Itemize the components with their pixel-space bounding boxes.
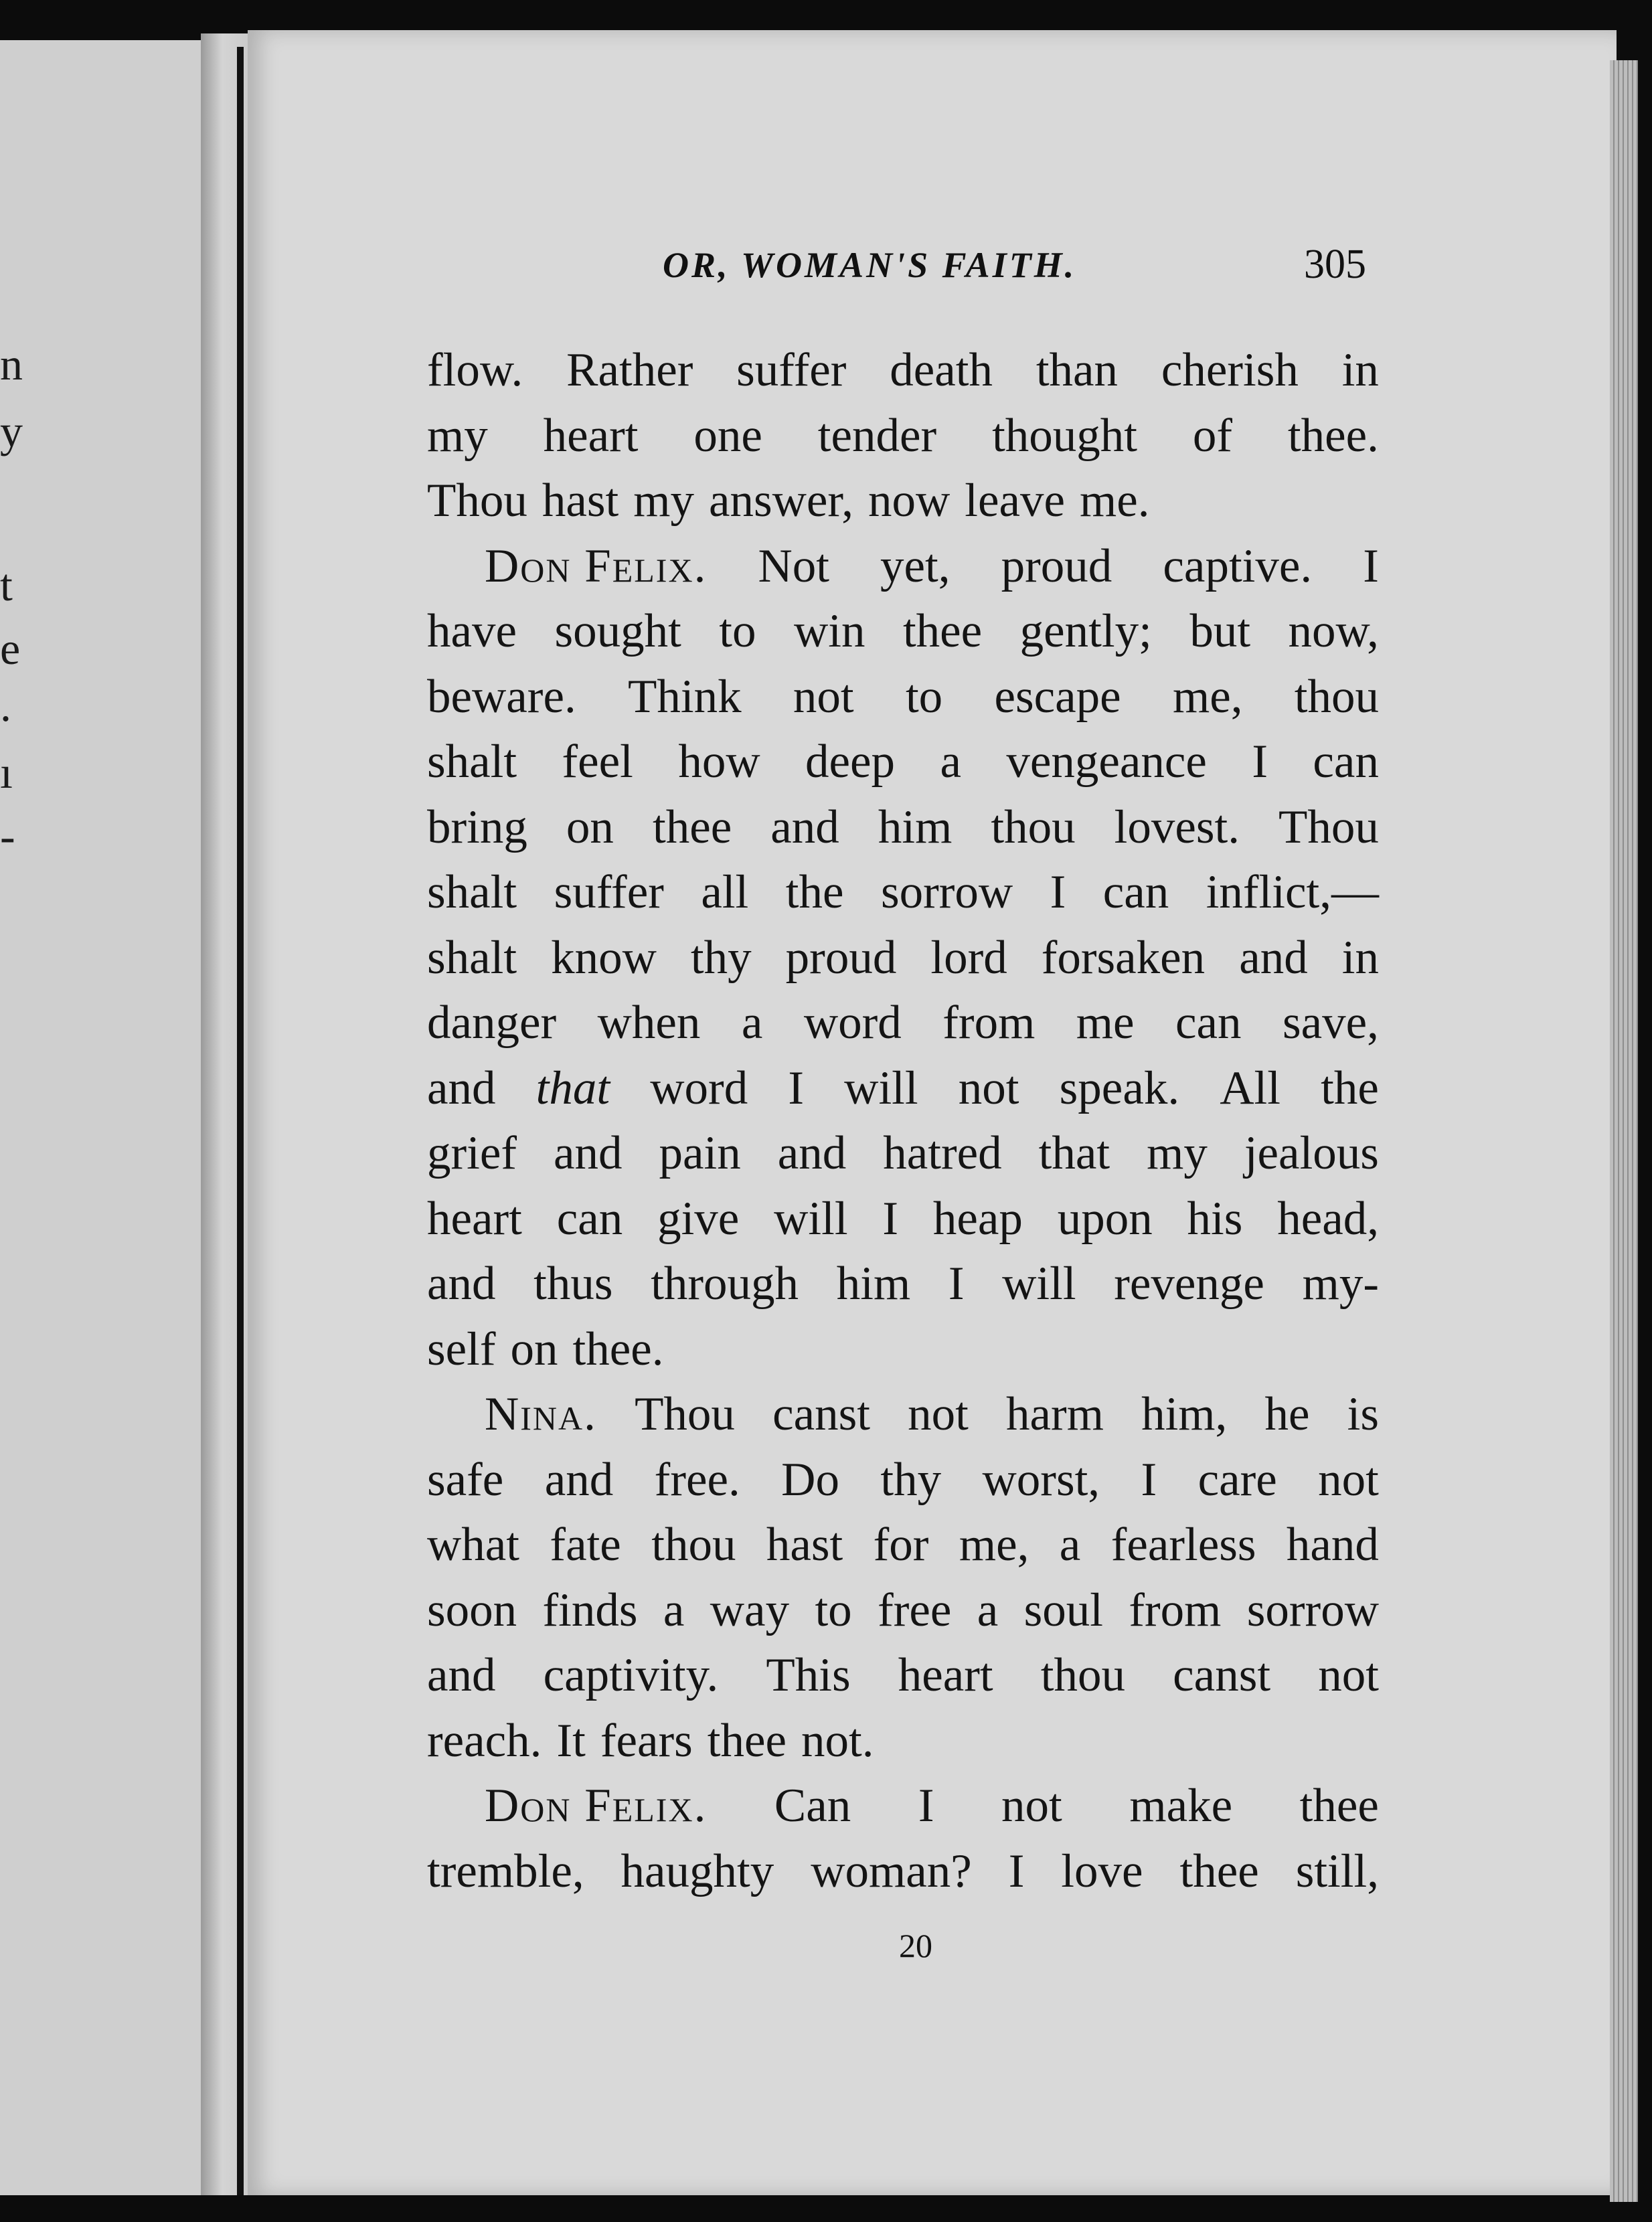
running-head: OR, WOMAN'S FAITH.	[663, 245, 1077, 285]
word: Do	[781, 1453, 839, 1506]
word: thee	[1299, 1780, 1379, 1832]
word: thee	[902, 605, 983, 657]
word: thee	[1179, 1845, 1259, 1897]
word: This	[766, 1649, 851, 1701]
word: now	[868, 475, 951, 527]
text-line	[427, 534, 1379, 600]
word: hatred	[883, 1127, 1002, 1179]
word: Rather	[566, 344, 693, 396]
word: hast	[766, 1519, 843, 1571]
word: a	[1059, 1519, 1081, 1571]
word: cherish	[1161, 344, 1299, 396]
word: escape	[994, 670, 1121, 723]
word: way	[710, 1584, 790, 1636]
word: and	[544, 1453, 614, 1506]
word: shalt	[427, 931, 517, 984]
page-stack-edge	[1610, 60, 1638, 2202]
word: head,	[1277, 1192, 1379, 1245]
word: will	[774, 1192, 848, 1245]
word: I	[918, 1780, 934, 1832]
word: and	[770, 800, 839, 853]
word: him	[836, 1258, 911, 1310]
word: thou	[651, 1519, 736, 1571]
text-line	[427, 1056, 1379, 1122]
word: heap	[932, 1192, 1023, 1245]
word: one	[693, 409, 762, 462]
word: but	[1189, 605, 1251, 657]
word: death	[890, 344, 993, 396]
word: to	[815, 1584, 852, 1636]
word: my-	[1302, 1258, 1379, 1310]
word: through	[651, 1258, 799, 1310]
word: in	[1341, 931, 1379, 984]
word: Can	[774, 1780, 851, 1832]
word: proud	[785, 931, 897, 984]
text-line	[427, 1448, 1379, 1513]
text-line	[427, 468, 1379, 534]
text-line	[427, 404, 1379, 469]
word: not	[1318, 1453, 1379, 1506]
text-line	[427, 1709, 1379, 1774]
word: fate	[550, 1519, 621, 1571]
word: soon	[427, 1584, 517, 1636]
word: proud	[1001, 539, 1112, 592]
word: can	[1175, 997, 1242, 1049]
word: hand	[1286, 1519, 1379, 1571]
word: captive.	[1163, 539, 1313, 592]
left-fragment: ı	[0, 747, 13, 798]
word: yet,	[880, 539, 951, 592]
word: beware.	[427, 670, 576, 723]
word: and	[1239, 931, 1308, 984]
word: to	[905, 670, 943, 723]
word: word	[803, 997, 902, 1049]
word: and	[427, 1061, 496, 1114]
word: and	[427, 1258, 496, 1310]
word: for	[873, 1519, 929, 1571]
word: me.	[1080, 475, 1150, 527]
signature-mark: 20	[899, 1927, 932, 1964]
word: know	[551, 931, 657, 984]
word: lord	[930, 931, 1007, 984]
word: free.	[654, 1453, 740, 1506]
text-line	[427, 1513, 1379, 1578]
word: word	[650, 1061, 748, 1114]
word: is	[1347, 1388, 1379, 1440]
word: will	[844, 1061, 918, 1114]
word: my	[633, 475, 694, 527]
word: gently;	[1019, 605, 1152, 657]
word: can	[556, 1192, 623, 1245]
word: tender	[817, 409, 937, 462]
word: thou	[1294, 670, 1379, 723]
word: have	[427, 605, 517, 657]
word: captivity.	[543, 1649, 719, 1701]
text-line	[427, 991, 1379, 1056]
previous-page-edge	[0, 40, 205, 2195]
word: will	[1002, 1258, 1076, 1310]
word: me	[1076, 997, 1135, 1049]
text-line	[427, 599, 1379, 665]
word: suffer	[736, 344, 847, 396]
text-line	[427, 860, 1379, 926]
word: from	[1129, 1584, 1222, 1636]
word: thou	[991, 800, 1076, 853]
word: heart	[898, 1649, 993, 1701]
left-fragment: .	[0, 680, 11, 731]
word: me,	[959, 1519, 1029, 1571]
word: can	[1102, 866, 1169, 918]
text-line	[427, 1382, 1379, 1448]
word: to	[719, 605, 756, 657]
text-line	[427, 665, 1379, 730]
word: danger	[427, 997, 557, 1049]
word: thee.	[1287, 409, 1379, 462]
word: tremble,	[427, 1845, 584, 1897]
page-number: 305	[1304, 242, 1366, 287]
word: flow.	[427, 344, 523, 396]
word: a	[663, 1584, 685, 1636]
word: I	[1363, 539, 1379, 592]
word: inflict,—	[1206, 866, 1379, 918]
word: I	[882, 1192, 899, 1245]
word: Thou	[1278, 800, 1379, 853]
word: worst,	[982, 1453, 1100, 1506]
word: not.	[801, 1714, 874, 1767]
word: give	[657, 1192, 740, 1245]
text-line	[427, 1578, 1379, 1644]
left-fragment: -	[0, 810, 15, 861]
word: soul	[1023, 1584, 1104, 1636]
text-line	[427, 1187, 1379, 1252]
word: thy	[880, 1453, 942, 1506]
word: shalt	[427, 866, 517, 918]
word: him,	[1141, 1388, 1228, 1440]
text-line	[427, 1839, 1379, 1905]
word: I	[1050, 866, 1066, 918]
word: finds	[542, 1584, 638, 1636]
word: he	[1264, 1388, 1310, 1440]
word: what	[427, 1519, 520, 1571]
word: heart	[427, 1192, 522, 1245]
word: on	[566, 800, 614, 853]
text-line	[427, 338, 1379, 404]
word: my	[1147, 1127, 1208, 1179]
word: jealous	[1244, 1127, 1379, 1179]
word: harm	[1006, 1388, 1104, 1440]
word: in	[1341, 344, 1379, 396]
word: thy	[690, 931, 752, 984]
word: I	[1252, 736, 1268, 788]
speaker-name: Don Felix.	[485, 539, 708, 592]
word: free	[878, 1584, 952, 1636]
word: thought	[992, 409, 1138, 462]
word: grief	[427, 1127, 517, 1179]
word: canst	[772, 1388, 870, 1440]
word: my	[427, 409, 488, 462]
word: thee.	[572, 1322, 664, 1375]
word: I	[788, 1061, 805, 1114]
word: reach.	[427, 1714, 542, 1767]
text-line	[427, 1252, 1379, 1317]
left-fragment: e	[0, 623, 21, 674]
word: that	[535, 1061, 610, 1114]
word: now,	[1288, 605, 1379, 657]
word: save,	[1282, 997, 1379, 1049]
word: not	[1318, 1649, 1379, 1701]
word: fearless	[1110, 1519, 1256, 1571]
body-text	[427, 338, 1379, 1904]
word: I	[1008, 1845, 1025, 1897]
word: fears	[600, 1714, 693, 1767]
word: not	[1001, 1780, 1062, 1832]
text-line	[427, 1317, 1379, 1383]
word: from	[942, 997, 1036, 1049]
word: when	[597, 997, 701, 1049]
book-gutter	[201, 33, 254, 2195]
word: haughty	[621, 1845, 774, 1897]
speaker-name: Don Felix.	[485, 1780, 708, 1832]
word: not	[793, 670, 854, 723]
word: thee	[652, 800, 732, 853]
speaker-name: Nina.	[485, 1388, 597, 1440]
word: and	[427, 1649, 496, 1701]
text-line	[427, 730, 1379, 795]
word: canst	[1173, 1649, 1271, 1701]
word: vengeance	[1006, 736, 1207, 788]
word: of	[1192, 409, 1233, 462]
word: upon	[1057, 1192, 1153, 1245]
word: revenge	[1114, 1258, 1264, 1310]
word: lovest.	[1114, 800, 1240, 853]
word: not	[958, 1061, 1019, 1114]
word: that	[1038, 1127, 1110, 1179]
word: not	[908, 1388, 969, 1440]
word: speak.	[1059, 1061, 1180, 1114]
word: I	[1141, 1453, 1157, 1506]
word: all	[701, 866, 749, 918]
word: how	[678, 736, 760, 788]
left-fragment: t	[0, 560, 13, 610]
word: answer,	[708, 475, 853, 527]
left-fragment: n	[0, 339, 23, 390]
word: thou	[1040, 1649, 1126, 1701]
word: feel	[562, 736, 633, 788]
word: I	[948, 1258, 965, 1310]
word: heart	[543, 409, 639, 462]
word: deep	[805, 736, 896, 788]
word: pain	[659, 1127, 741, 1179]
word: thus	[533, 1258, 613, 1310]
word: forsaken	[1041, 931, 1206, 984]
word: care	[1197, 1453, 1277, 1506]
text-line	[427, 1643, 1379, 1709]
word: All	[1220, 1061, 1281, 1114]
word: shalt	[427, 736, 517, 788]
word: the	[785, 866, 844, 918]
word: still,	[1295, 1845, 1379, 1897]
word: suffer	[554, 866, 664, 918]
left-fragment: y	[0, 406, 23, 456]
word: can	[1313, 736, 1379, 788]
word: his	[1187, 1192, 1243, 1245]
word: sorrow	[880, 866, 1013, 918]
word: Thou	[635, 1388, 735, 1440]
word: bring	[427, 800, 527, 853]
word: self	[427, 1322, 496, 1375]
word: Thou	[427, 475, 527, 527]
word: me,	[1172, 670, 1243, 723]
word: a	[977, 1584, 999, 1636]
word: leave	[965, 475, 1066, 527]
word: It	[556, 1714, 586, 1767]
text-line	[427, 1774, 1379, 1839]
word: and	[777, 1127, 847, 1179]
word: safe	[427, 1453, 504, 1506]
word: on	[510, 1322, 558, 1375]
word: a	[741, 997, 763, 1049]
word: him	[878, 800, 953, 853]
word: love	[1061, 1845, 1143, 1897]
word: the	[1321, 1061, 1379, 1114]
word: woman?	[811, 1845, 972, 1897]
text-line	[427, 1121, 1379, 1187]
word: Not	[758, 539, 829, 592]
word: a	[940, 736, 961, 788]
word: sought	[554, 605, 681, 657]
word: win	[793, 605, 865, 657]
binding-shadow	[237, 47, 244, 2195]
word: and	[554, 1127, 623, 1179]
word: Think	[628, 670, 742, 723]
word: thee	[707, 1714, 787, 1767]
word: hast	[542, 475, 619, 527]
text-line	[427, 926, 1379, 991]
word: than	[1036, 344, 1119, 396]
word: sorrow	[1246, 1584, 1379, 1636]
word: make	[1129, 1780, 1233, 1832]
text-line	[427, 795, 1379, 861]
